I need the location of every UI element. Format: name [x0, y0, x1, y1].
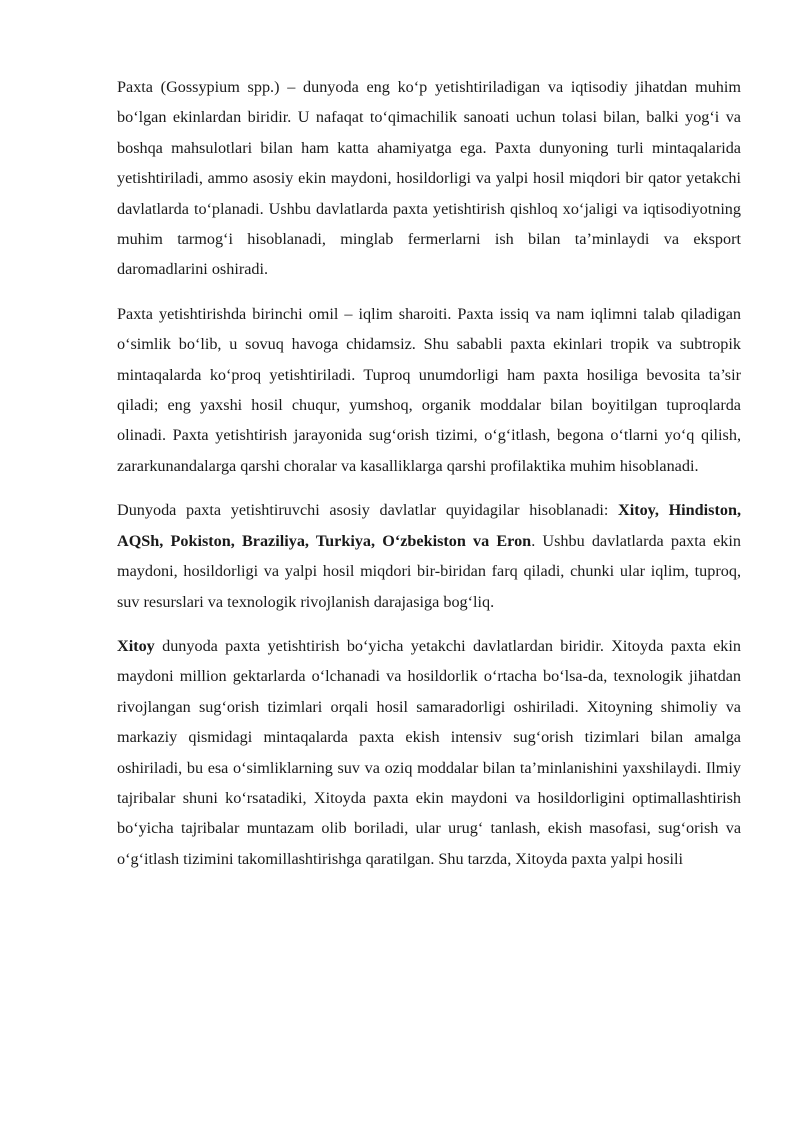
- countries-rest-text: . Ushbu davlatlarda paxta ekin maydoni, hosildorligi va yalpi hosil miqdori bir-biridan farq qiladi, chunki ular iqlim, tuproq, suv resurslari va texnologik rivojlanish darajasiga bog‘liq.: [117, 531, 741, 611]
- countries-list-bold: Xitoy, Hindiston, AQSh, Pokiston, Braziliya, Turkiya, O‘zbekiston va Eron: [117, 501, 742, 550]
- document-page: [117, 72, 741, 888]
- paragraph-china: [117, 631, 741, 874]
- countries-intro-text: Dunyoda paxta yetishtiruvchi asosiy davlatlar quyidagilar hisoblanadi:: [117, 501, 618, 520]
- paragraph-intro: Paxta (Gossypium spp.) – dunyoda eng ko‘p yetishtiriladigan va iqtisodiy jihatdan muhim bo‘lgan ekinlardan biridir. U nafaqat to‘qimachilik sanoati uchun tolasi bilan, balki yog‘i va boshqa mahsulotlari bilan ham katta ahamiyatga ega. Paxta dunyoning turli mintaqalarida yetishtiriladi, ammo asosiy ekin maydoni, hosildorligi va yalpi hosil miqdori bir qator yetakchi davlatlarda to‘planadi. Ushbu davlatlarda paxta yetishtirish qishloq xo‘jaligi va iqtisodiyotning muhim tarmog‘i hisoblanadi, minglab fermerlarni ish bilan ta’minlaydi va eksport daromadlarini oshiradi.: [117, 78, 741, 279]
- paragraph-climate: Paxta yetishtirishda birinchi omil – iqlim sharoiti. Paxta issiq va nam iqlimni talab qiladigan o‘simlik bo‘lib, u sovuq havoga chidamsiz. Shu sababli paxta ekinlari tropik va subtropik mintaqalarda ko‘proq yetishtiriladi. Tuproq unumdorligi ham paxta hosiliga bevosita ta’sir qiladi; eng yaxshi hosil chuqur, yumshoq, organik moddalar bilan boyitilgan tuproqlarda olinadi. Paxta yetishtirish jarayonida sug‘orish tizimi, o‘g‘itlash, begona o‘tlarni yo‘q qilish, zararkunandalarga qarshi choralar va kasalliklarga qarshi profilaktika muhim hisoblanadi.: [117, 304, 741, 475]
- china-lead-bold: Xitoy: [117, 636, 155, 655]
- china-rest-text: dunyoda paxta yetishtirish bo‘yicha yetakchi davlatlardan biridir. Xitoyda paxta ekin maydoni million gektarlarda o‘lchanadi va hosildorlik o‘rtacha bo‘lsa-da, texnologik jihatdan rivojlangan sug‘orish tizimlari orqali hosil samaradorligi oshiriladi. Xitoyning shimoliy va markaziy qismidagi mintaqalarda paxta ekish intensiv sug‘orish tizimlari bilan amalga oshiriladi, bu esa o‘simliklarning suv va oziq moddalar bilan ta’minlanishini yaxshilaydi. Ilmiy tajribalar shuni ko‘rsatadiki, Xitoyda paxta ekin maydoni va hosildorligini optimallashtirish bo‘yicha tajribalar muntazam olib boriladi, ular urug‘ tanlash, ekish masofasi, sug‘orish va o‘g‘itlash tizimini takomillashtirishga qaratilgan. Shu tarzda, Xitoyda paxta yalpi hosili: [117, 636, 741, 868]
- paragraph-countries: [117, 495, 741, 617]
